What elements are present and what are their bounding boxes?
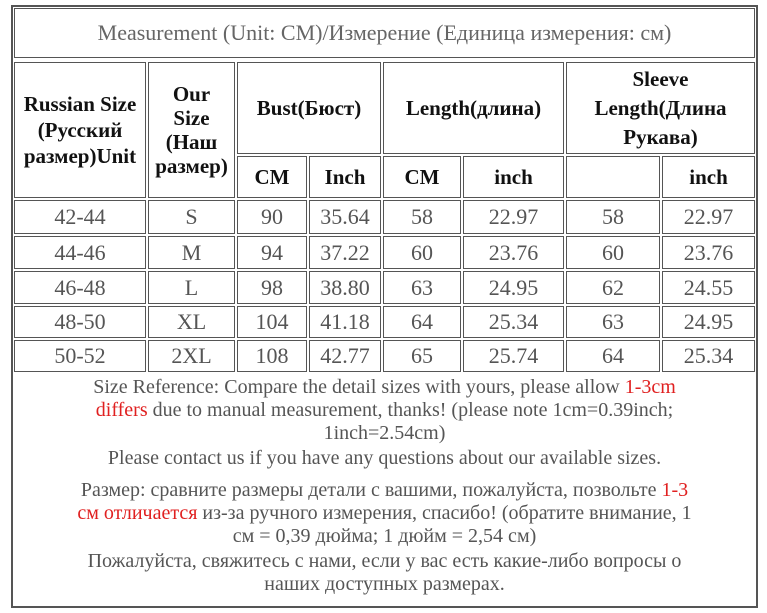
cell-bust-cm: 94 <box>237 236 307 269</box>
cell-bust-cm: 98 <box>237 271 307 304</box>
note-en-text-a: Size Reference: Compare the detail sizes with yours, please allow <box>93 376 625 398</box>
cell-russian-size: 50-52 <box>14 340 146 372</box>
cell-russian-size: 46-48 <box>14 271 146 304</box>
header-our-size-line3: (Наш <box>165 130 218 154</box>
note-english-contact: Please contact us if you have any questions about our available sizes. <box>107 447 662 469</box>
header-sleeve-line2: Length(Длина <box>594 95 727 120</box>
unit-bust-inch: Inch <box>309 156 381 198</box>
header-sleeve-line3: Рукава) <box>623 124 698 149</box>
cell-length-inch: 25.74 <box>463 340 564 372</box>
note-en-highlight-a: 1-3cm <box>624 376 676 398</box>
header-russian-size-line2: (Русский <box>37 118 123 142</box>
note-en-text-b: due to manual measurement, thanks! (please note 1cm=0.39inch; <box>147 399 674 421</box>
header-bust: Bust(Бюст) <box>237 62 381 154</box>
header-russian-size-line3: размер)Unit <box>23 144 137 168</box>
cell-sleeve-cm: 62 <box>566 271 660 304</box>
cell-sleeve-cm: 58 <box>566 200 660 234</box>
cell-our-size: M <box>148 236 235 269</box>
note-russian-contact <box>14 550 755 596</box>
cell-length-cm: 63 <box>383 271 461 304</box>
note-ru-text-b: из-за ручного измерения, спасибо! (обратите внимание, 1 <box>197 502 692 524</box>
cell-bust-inch: 38.80 <box>309 271 381 304</box>
header-sleeve-length <box>566 62 755 154</box>
cell-sleeve-inch: 24.55 <box>662 271 755 304</box>
cell-bust-cm: 104 <box>237 306 307 338</box>
chart-title: Measurement (Unit: CM)/Измерение (Единица измерения: см) <box>14 8 755 58</box>
note-ru-contact-line1: Пожалуйста, свяжитесь с нами, если у вас есть какие-либо вопросы о <box>87 550 682 572</box>
note-russian-reference <box>14 479 755 548</box>
header-russian-size-line1: Russian Size <box>23 92 137 116</box>
header-sleeve-line1: Sleeve <box>632 66 689 91</box>
cell-length-inch: 25.34 <box>463 306 564 338</box>
cell-bust-inch: 41.18 <box>309 306 381 338</box>
unit-length-inch: inch <box>463 156 564 198</box>
cell-bust-inch: 35.64 <box>309 200 381 234</box>
cell-our-size: L <box>148 271 235 304</box>
cell-sleeve-cm: 60 <box>566 236 660 269</box>
unit-sleeve-inch: inch <box>662 156 755 198</box>
cell-length-cm: 65 <box>383 340 461 372</box>
cell-russian-size: 42-44 <box>14 200 146 234</box>
cell-length-inch: 23.76 <box>463 236 564 269</box>
cell-our-size: 2XL <box>148 340 235 372</box>
cell-russian-size: 44-46 <box>14 236 146 269</box>
cell-length-cm: 58 <box>383 200 461 234</box>
note-english-reference <box>14 376 755 445</box>
header-our-size-line2: Size <box>173 106 210 130</box>
cell-our-size: XL <box>148 306 235 338</box>
cell-length-cm: 64 <box>383 306 461 338</box>
note-ru-contact-line2: наших доступных размерах. <box>264 573 505 595</box>
header-our-size-line1: Our <box>172 82 211 106</box>
cell-length-cm: 60 <box>383 236 461 269</box>
note-ru-highlight-a: 1-3 <box>661 479 689 501</box>
header-our-size-line4: размер) <box>155 154 228 178</box>
cell-bust-inch: 37.22 <box>309 236 381 269</box>
note-ru-text-a: Размер: сравните размеры детали с вашими, пожалуйста, позвольте <box>80 479 662 501</box>
cell-bust-cm: 90 <box>237 200 307 234</box>
note-en-text-c: 1inch=2.54cm) <box>323 422 446 444</box>
cell-sleeve-inch: 23.76 <box>662 236 755 269</box>
cell-bust-inch: 42.77 <box>309 340 381 372</box>
header-russian-size <box>14 62 146 198</box>
note-en-highlight-b: differs <box>95 399 148 421</box>
cell-russian-size: 48-50 <box>14 306 146 338</box>
cell-sleeve-inch: 25.34 <box>662 340 755 372</box>
cell-length-inch: 22.97 <box>463 200 564 234</box>
cell-bust-cm: 108 <box>237 340 307 372</box>
cell-length-inch: 24.95 <box>463 271 564 304</box>
unit-bust-cm: CM <box>237 156 307 198</box>
note-ru-highlight-b: см отличается <box>77 502 198 524</box>
cell-sleeve-cm: 63 <box>566 306 660 338</box>
unit-length-cm: CM <box>383 156 461 198</box>
note-ru-text-c: см = 0,39 дюйма; 1 дюйм = 2,54 см) <box>232 525 537 547</box>
cell-sleeve-cm: 64 <box>566 340 660 372</box>
cell-sleeve-inch: 22.97 <box>662 200 755 234</box>
unit-sleeve-cm <box>566 156 660 198</box>
cell-our-size: S <box>148 200 235 234</box>
cell-sleeve-inch: 24.95 <box>662 306 755 338</box>
header-our-size <box>148 62 235 198</box>
header-length: Length(длина) <box>383 62 564 154</box>
